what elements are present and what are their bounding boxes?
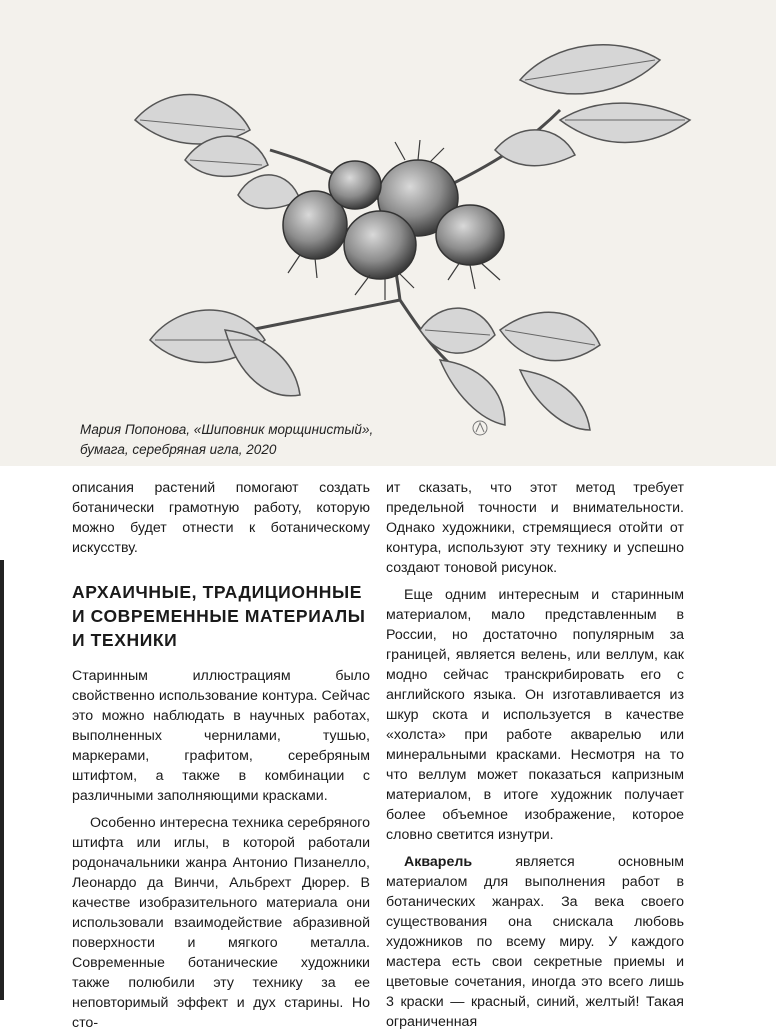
page-edge-rule xyxy=(0,560,4,1000)
paragraph-contour: Старинным иллюстрациям было свойственно использование контура. Сейчас это можно наблюдать в научных работах, выполненных чернилами, тушью, маркерами, графитом, серебряным штифтом, а также в комбинации с различными заполняющими красками. xyxy=(72,668,370,804)
paragraph-vellum: Еще одним интересным и старинным материалом, мало представленным в России, но достаточно популярным за границей, является велень, или веллум, как модно сейчас транскрибировать его с английского языка. Он изготавливается из шкур скота и используется в качестве «холста» при работе акварелью или минеральными красками. Несмотря на то что веллум может показаться капризным материалом, в итоге художник получает более объемное изображение, которое словно светится изнутри. xyxy=(386,587,684,843)
paragraph-watercolor xyxy=(386,852,684,1032)
watercolor-term: Акварель xyxy=(404,854,473,870)
right-column xyxy=(386,478,684,1032)
watercolor-text: является основным материалом для выполнения работ в ботанических жанрах. За века своего существования она снискала любовь художников по всему миру. У каждого мастера есть свои секретные приемы и цветовые сочетания, иногда это всего лишь 3 краски — красный, синий, желтый! Такая ограниченная xyxy=(386,854,684,1030)
section-heading: АРХАИЧНЫЕ, ТРАДИЦИОННЫЕ И СОВРЕМЕННЫЕ МАТЕРИАЛЫ И ТЕХНИКИ xyxy=(72,582,366,650)
rosehip-drawing xyxy=(0,0,776,466)
botanical-illustration xyxy=(0,0,776,466)
caption-line-1: Мария Попонова, «Шиповник морщинистый», xyxy=(80,422,374,437)
paragraph-silverpoint: Особенно интересна техника серебряного штифта или иглы, в которой работали родоначальники жанра Антонио Пизанелло, Леонардо да Винчи, Альбрехт Дюрер. В качестве изобразительного материала они использовали взаимодействие абразивной поверхности и мягкого металла. Современные ботанические художники также полюбили эту технику за ее неповторимый эффект и дух старины. Но сто- xyxy=(72,815,370,1031)
caption-line-2: бумага, серебряная игла, 2020 xyxy=(80,442,277,457)
artist-monogram-icon xyxy=(473,421,487,435)
figure-caption xyxy=(80,420,400,460)
intro-paragraph: описания растений помогают создать ботанически грамотную работу, которую можно будет отнести к ботаническому искусству. xyxy=(72,480,370,556)
left-column xyxy=(72,478,370,1033)
paragraph-silverpoint-continued: ит сказать, что этот метод требует предельной точности и внимательности. Однако художники, стремящиеся отойти от контура, используют эту технику и успешно создают тоновой рисунок. xyxy=(386,480,684,576)
